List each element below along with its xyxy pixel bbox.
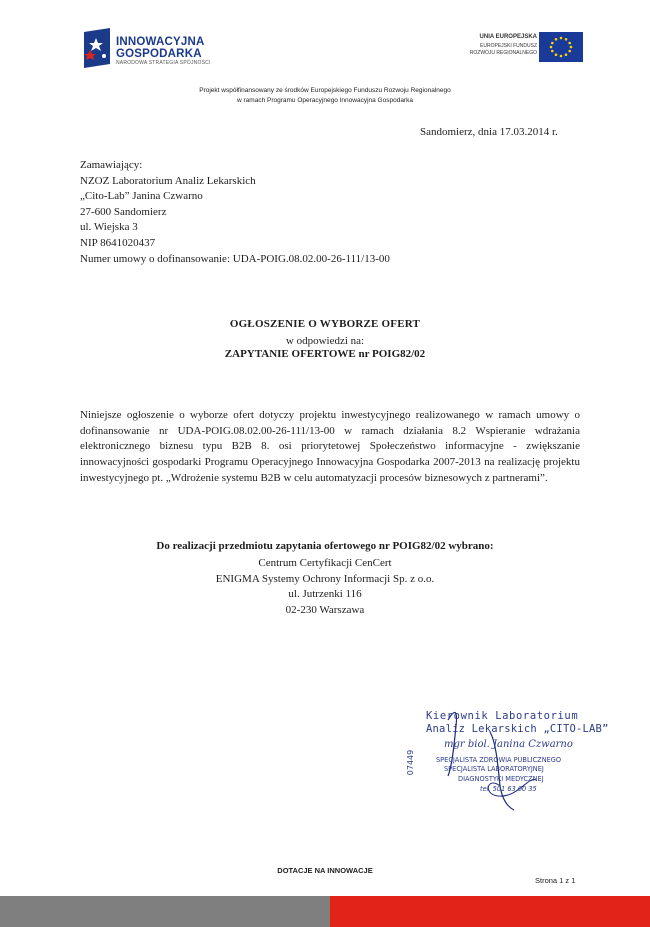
address-line: Zamawiający: (80, 159, 143, 171)
address-line: ul. Wiejska 3 (80, 221, 138, 234)
footer-bar-grey (0, 896, 330, 927)
contractor-line: Centrum Certyfikacji CenCert (258, 557, 392, 569)
project-line-2: w ramach Programu Operacyjnego Innowacyjna Gospodarka (237, 97, 413, 104)
body-paragraph: Niniejsze ogłoszenie o wyborze ofert dotyczy projektu inwestycyjnego realizowanego w ramach umowy o dofinansowanie nr UDA-POIG.08.02.00-26-111/13-00 w ramach działania 8.2 Wspieranie wdrażania elektronicznego biznesu typu B2B 8. osi priorytetowej Społeczeństwo informacyjne - zwiększanie innowacyjności gospodarki Programu Operacyjnego Innowacyjna Gospodarka 2007-2013 na realizację projektu inwestycyjnego pt. „Wdrożenie systemu B2B w celu automatyzacji procesów biznesowych z partnerami”. (80, 409, 580, 484)
project-cofinancing-note (120, 86, 530, 106)
eu-logo (455, 32, 585, 66)
stamp-line: Kierownik Laboratorium (426, 710, 579, 722)
logo-tagline: NARODOWA STRATEGIA SPÓJNOŚCI (116, 60, 211, 66)
announcement-title: OGŁOSZENIE O WYBORZE OFERT (229, 318, 421, 330)
address-line: NIP 8641020437 (80, 236, 156, 249)
contractor-line: 02-230 Warszawa (285, 603, 365, 616)
contractor-line: ENIGMA Systemy Ochrony Informacji Sp. z o.o. (215, 572, 435, 585)
eu-flag-icon (539, 32, 583, 62)
inquiry-reference: ZAPYTANIE OFERTOWE nr POIG82/02 (224, 348, 426, 360)
selected-contractor (0, 556, 650, 618)
eu-line-2: EUROPEJSKI FUNDUSZ (480, 43, 537, 49)
innowacyjna-gospodarka-logo (82, 28, 242, 70)
logo-line-2: GOSPODARKA (116, 48, 202, 60)
address-line: „Cito-Lab” Janina Czwarno (80, 190, 203, 203)
stamp-line: SPECJALISTA ZDROWIA PUBLICZNEGO (436, 756, 562, 764)
star-flag-icon (82, 28, 112, 68)
announcement-subtitle: w odpowiedzi na: (285, 335, 365, 347)
footer-label: DOTACJE NA INNOWACJE (277, 866, 373, 875)
address-block (80, 158, 390, 267)
stamp-phone: tel. 501 63 00 35 (480, 785, 537, 793)
stamp-line: mgr biol. Janina Czwarno (444, 739, 573, 750)
logo-line-1: INNOWACYJNA (116, 36, 205, 48)
page-number: Strona 1 z 1 (535, 876, 576, 885)
stamp-line: Analiz Lekarskich „CITO-LAB” (426, 723, 609, 735)
stamp-line: DIAGNOSTYKI MEDYCZNEJ (458, 775, 544, 783)
stamp-line: SPECJALISTA LABORATORYJNEJ (444, 765, 544, 773)
project-line-1: Projekt współfinansowany ze środków Europejskiego Funduszu Rozwoju Regionalnego (199, 87, 451, 94)
address-line: Numer umowy o dofinansowanie: UDA-POIG.08.02.00-26-111/13-00 (80, 252, 390, 265)
official-stamp (406, 706, 609, 818)
eu-line-3: ROZWOJU REGIONALNEGO (469, 50, 537, 56)
date-line: Sandomierz, dnia 17.03.2014 r. (420, 126, 558, 138)
footer-color-bar (0, 896, 650, 927)
footer-bar-red (330, 896, 650, 927)
result-heading: Do realizacji przedmiotu zapytania ofertowego nr POIG82/02 wybrano: (156, 540, 494, 552)
contractor-line: ul. Jutrzenki 116 (288, 588, 362, 601)
eu-line-1: UNIA EUROPEJSKA (479, 34, 537, 40)
stamp-side-number: 07449 (406, 749, 416, 776)
address-line: NZOZ Laboratorium Analiz Lekarskich (80, 174, 256, 187)
address-line: 27-600 Sandomierz (80, 205, 167, 218)
